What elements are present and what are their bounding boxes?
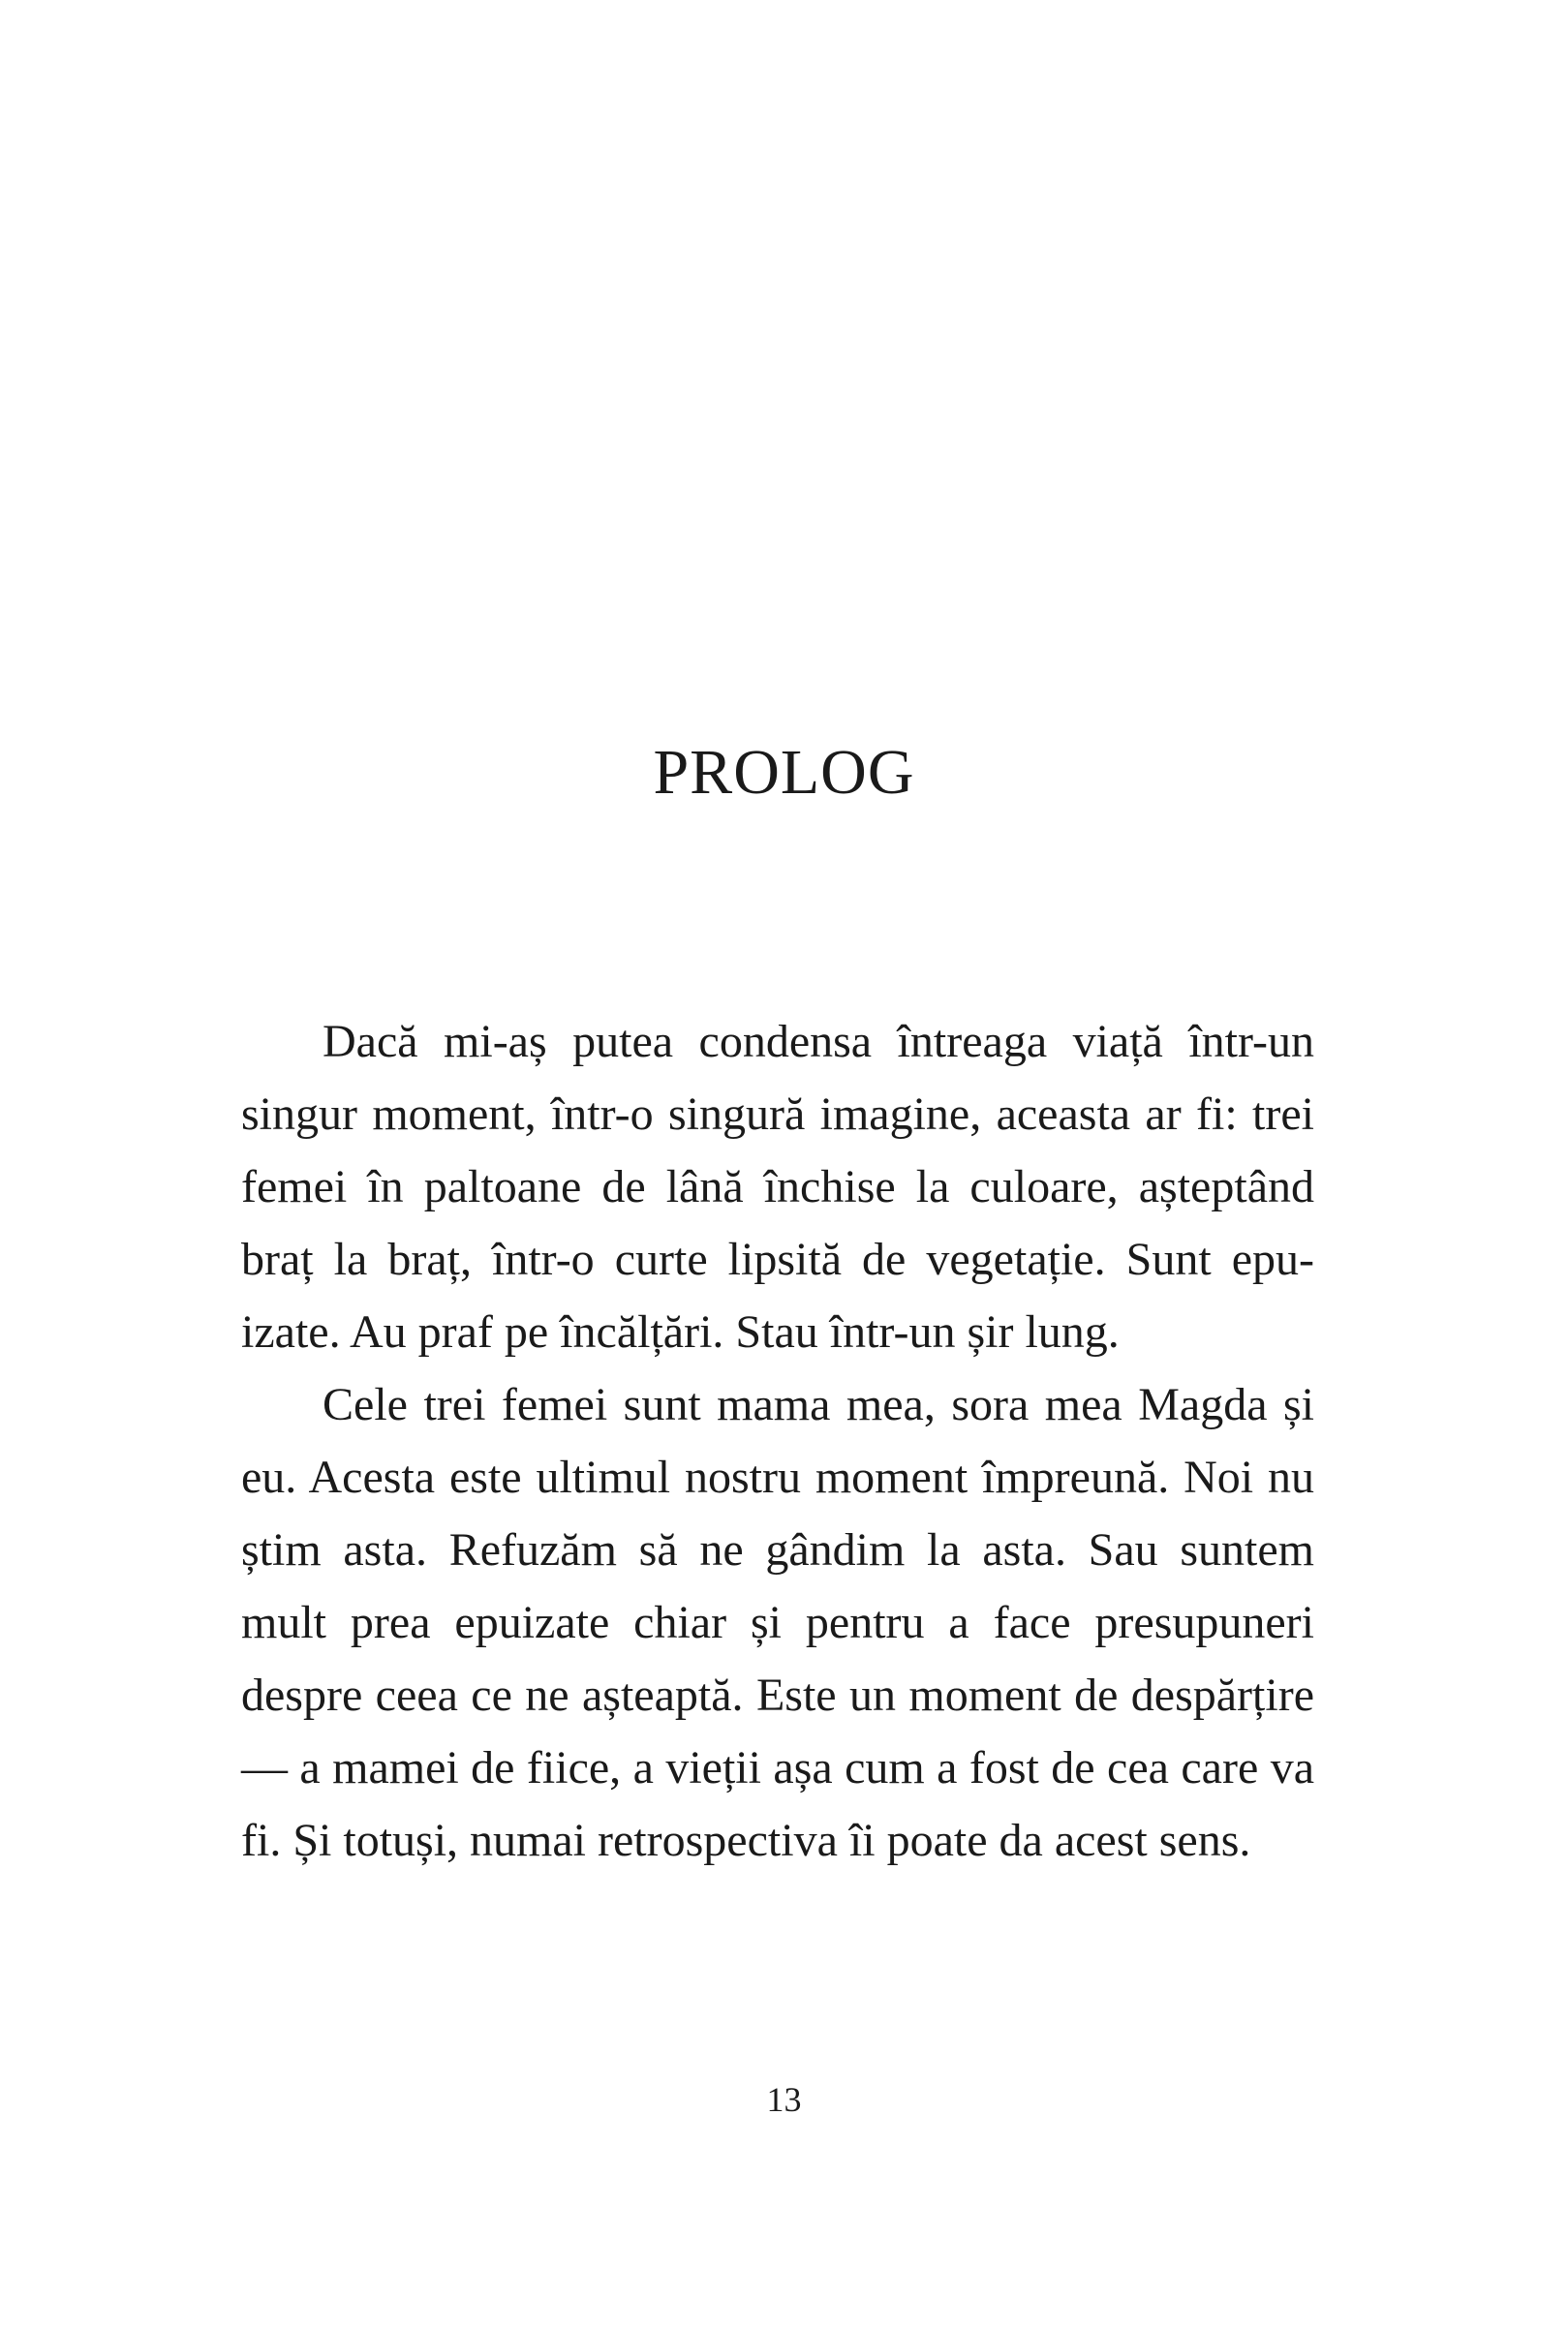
body-text bbox=[241, 1005, 1314, 1877]
paragraph-2: Cele trei femei sunt mama mea, sora mea Magda și eu. Acesta este ultimul nostru moment împreună. Noi nu știm asta. Refuzăm să ne gândim la asta. Sau suntem mult prea epuizate chiar și pentru a face presupuneri despre ceea ce ne așteaptă. Este un moment de despărțire — a mamei de fiice, a vieții așa cum a fost de cea care va fi. Și totuși, numai retrospectiva îi poate da acest sens. bbox=[241, 1379, 1314, 1866]
page-number: 13 bbox=[766, 2080, 802, 2119]
paragraph-1: Dacă mi-aș putea condensa întreaga viață într-un singur moment, într-o singură imagine, aceasta ar fi: trei femei în paltoane de lână închise la culoare, așteptând braț la braț, într-o curte lipsită de vegetație. Sunt epuizate. Au praf pe încălțări. Stau într-un șir lung. bbox=[241, 1016, 1314, 1358]
chapter-title: PROLOG bbox=[653, 737, 915, 808]
